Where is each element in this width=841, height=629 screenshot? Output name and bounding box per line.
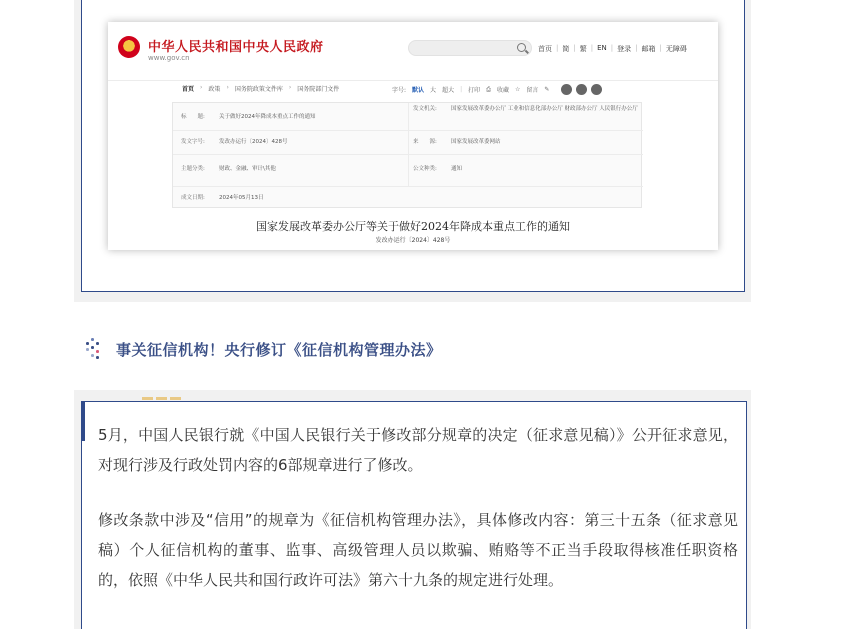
genre-value: 通知 bbox=[451, 166, 463, 172]
source-value: 国家发展改革委网站 bbox=[451, 139, 501, 145]
listen-button[interactable]: 留言 bbox=[526, 87, 539, 94]
gov-screenshot-card bbox=[81, 0, 745, 292]
tab-deco-bar bbox=[142, 397, 153, 400]
docno-value: 发改办运行〔2024〕428号 bbox=[219, 139, 288, 145]
doc-info-table bbox=[172, 102, 642, 208]
tab-deco-bar bbox=[156, 397, 167, 400]
breadcrumb-policy[interactable]: 政策 bbox=[208, 86, 221, 93]
font-size-label: 字号: bbox=[392, 87, 407, 94]
gov-search-input[interactable] bbox=[408, 40, 532, 56]
font-default-button[interactable]: 默认 bbox=[412, 87, 425, 94]
title-key: 标 题: bbox=[181, 114, 205, 120]
issuer-value: 国家发展改革委办公厅 工业和信息化部办公厅 财政部办公厅 人民银行办公厅 bbox=[451, 106, 638, 112]
date-value: 2024年05月13日 bbox=[219, 195, 264, 201]
dots-icon bbox=[86, 338, 102, 360]
print-button[interactable]: 打印 bbox=[468, 87, 481, 94]
gov-header-links bbox=[538, 44, 687, 54]
info-row bbox=[173, 103, 643, 131]
link-separator: | bbox=[659, 44, 662, 52]
header-link-home[interactable]: 首页 bbox=[538, 45, 552, 53]
font-xlarge-button[interactable]: 超大 bbox=[442, 87, 455, 94]
gov-site-name: 中华人民共和国中央人民政府 bbox=[148, 40, 324, 55]
link-separator: | bbox=[590, 44, 594, 52]
share-qq-icon[interactable] bbox=[591, 84, 602, 95]
header-link-traditional[interactable]: 繁 bbox=[579, 45, 587, 53]
article-paragraph-2: 修改条款中涉及“信用”的规章为《征信机构管理办法》，具体修改内容：第三十五条（征求意见稿）个人征信机构的董事、监事、高级管理人员以欺骗、贿赂等不正当手段取得核准任职资格的，依照《中华人民共和国行政许可法》第六十九条的规定进行处理。 bbox=[98, 511, 738, 589]
date-key: 成文日期: bbox=[181, 195, 205, 201]
top-panel bbox=[74, 0, 751, 302]
share-wechat-icon[interactable] bbox=[576, 84, 587, 95]
gov-tools bbox=[392, 84, 602, 95]
chevron-right-icon: › bbox=[226, 84, 229, 91]
link-separator: | bbox=[610, 44, 614, 52]
pencil-icon[interactable]: ✎ bbox=[544, 86, 550, 93]
article-paragraph-1: 5月，中国人民银行就《中国人民银行关于修改部分规章的决定（征求意见稿）》公开征求意见，对现行涉及行政处罚内容的6部规章进行了修改。 bbox=[98, 426, 738, 474]
breadcrumb bbox=[182, 84, 339, 93]
header-link-simplified[interactable]: 简 bbox=[562, 45, 570, 53]
breadcrumb-dept-docs[interactable]: 国务院部门文件 bbox=[297, 86, 340, 93]
star-icon[interactable]: ☆ bbox=[514, 86, 521, 93]
search-icon[interactable] bbox=[517, 43, 526, 52]
info-cell bbox=[413, 165, 462, 174]
link-separator: | bbox=[635, 44, 638, 52]
article-card bbox=[81, 401, 747, 629]
header-link-accessibility[interactable]: 无障碍 bbox=[665, 45, 687, 53]
favorite-button[interactable]: 收藏 bbox=[496, 87, 509, 94]
print-icon[interactable]: ⎙ bbox=[486, 85, 491, 93]
breadcrumb-home[interactable]: 首页 bbox=[182, 86, 195, 93]
header-link-mail[interactable]: 邮箱 bbox=[641, 45, 656, 53]
section-title: 事关征信机构！央行修订《征信机构管理办法》 bbox=[116, 340, 442, 359]
gov-screenshot bbox=[108, 22, 718, 250]
section-heading bbox=[86, 338, 442, 360]
chevron-right-icon: › bbox=[288, 84, 292, 91]
info-cell bbox=[181, 113, 316, 122]
title-value: 关于做好2024年降成本重点工作的通知 bbox=[219, 114, 316, 120]
docno-key: 发文字号: bbox=[181, 139, 205, 145]
info-row bbox=[173, 187, 643, 209]
info-cell bbox=[181, 194, 264, 203]
link-separator: | bbox=[556, 44, 559, 52]
topic-key: 主题分类: bbox=[181, 166, 205, 172]
tab-deco-bar bbox=[170, 397, 181, 400]
chevron-right-icon: › bbox=[200, 84, 203, 91]
source-key: 来 源: bbox=[413, 139, 437, 145]
issuer-key: 发文机关: bbox=[413, 106, 437, 112]
info-cell bbox=[413, 105, 638, 114]
tool-separator: | bbox=[460, 86, 463, 93]
header-link-en[interactable]: EN bbox=[597, 44, 607, 52]
topic-value: 财政、金融、审计\其他 bbox=[219, 166, 276, 172]
accent-bar bbox=[81, 401, 85, 441]
doc-title: 国家发展改革委办公厅等关于做好2024年降成本重点工作的通知 bbox=[256, 220, 570, 233]
info-cell bbox=[181, 165, 276, 174]
doc-number: 发改办运行〔2024〕428号 bbox=[375, 237, 451, 244]
header-link-login[interactable]: 登录 bbox=[617, 45, 632, 53]
gov-site-url: www.gov.cn bbox=[148, 54, 190, 62]
share-weibo-icon[interactable] bbox=[561, 84, 572, 95]
national-emblem-icon bbox=[118, 36, 140, 58]
breadcrumb-library[interactable]: 国务院政策文件库 bbox=[234, 86, 283, 93]
font-large-button[interactable]: 大 bbox=[430, 87, 437, 94]
genre-key: 公文种类: bbox=[413, 166, 437, 172]
info-cell bbox=[413, 138, 501, 147]
info-row bbox=[173, 155, 643, 187]
link-separator: | bbox=[573, 44, 576, 52]
info-cell bbox=[181, 138, 288, 147]
info-row bbox=[173, 131, 643, 155]
article-panel bbox=[74, 390, 751, 629]
tab-decoration bbox=[142, 397, 181, 400]
share-icons bbox=[561, 84, 602, 95]
